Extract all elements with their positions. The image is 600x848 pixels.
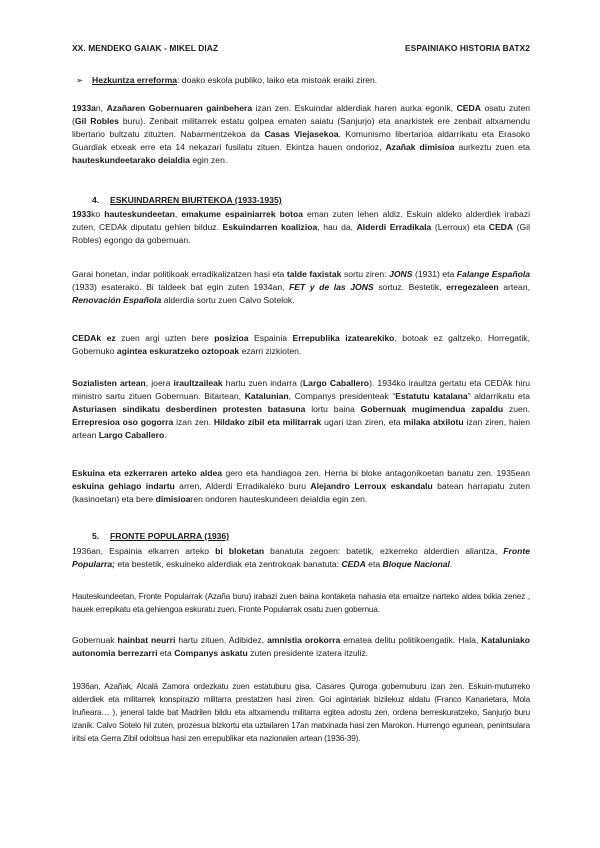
arrow-bullet-icon: ➢ [76,75,84,85]
p1-span-14: egin zen. [189,155,228,165]
p5-span-17: Hildako zibil eta militarrak [213,417,322,427]
p7-span-5: eta bestetik, eskuineko alderdiak eta zentrokoak banatuta: [114,559,342,569]
p7-span-6: CEDA [341,559,366,569]
paragraph-two-blocks [72,467,530,506]
p7-span-3: banatuta zegoen: batetik, ezkerreko alderdien aliantza, [264,546,504,556]
p2-span-10: (Lerroux) eta [431,222,489,232]
p7-span-7: eta [365,559,383,569]
paragraph-azana-decline [72,102,530,167]
p1-span-4: izan zen. Eskuindar alderdiak haren aurka egonik, [252,103,457,113]
p9-span-8: Companys askatu [174,648,248,658]
paragraph-socialists-1934 [72,377,530,442]
p3-span-11: artean, [498,282,530,292]
p6-span-2: gero eta handiagoa zen. Herria bi bloke antagonikoetan banatu zen. 1935ean [222,468,530,478]
p5-span-15: Errepresioa oso gogorra [72,417,174,427]
p3-span-6: Falange Española [456,269,530,279]
p2-span-8: , hau da, [317,222,357,232]
p5-span-5: Largo Caballero [302,378,370,388]
p5-span-16: izan zen. [173,417,214,427]
p2-span-7: Eskuindarren koalizioa [222,222,318,232]
bullet-text: : doako eskola publiko, laiko eta mistoak eraiki ziren. [177,75,378,85]
p6-span-5: Alejandro Lerroux eskandalu [310,481,433,491]
p1-span-7: Gil Robles [74,116,119,126]
p2-span-2: ko [91,209,105,219]
p5-span-9: Estatutu katalana [395,391,468,401]
p1-span-12: aurkeztu zuen eta [454,142,530,152]
section-number: 5. [92,531,100,541]
p2-span-6: eman zuten lehen aldiz. Eskuin aldeko alderdiek irabazi zuten, CEDAk diputatu gehien bilduz. [72,209,530,232]
p3-span-13: alderdia sortu zuen Calvo Sotelok. [161,295,295,305]
p6-span-6: batean harrapatu zuten (kasinoetan) eta bere [72,481,530,504]
p5-span-14: zuen. [503,404,530,414]
header-left: XX. MENDEKO GAIAK - MIKEL DIAZ [72,43,219,53]
p5-span-1: Sozialisten artean [72,378,146,388]
p4-span-1: CEDAk ez [72,333,116,343]
paragraph-fascist-groups [72,268,530,307]
p5-span-18: ugari izan ziren, eta [321,417,404,427]
p9-span-5: ematea delitu politikoengatik. Hala, [340,635,482,645]
p2-span-12: (Gil Robles) egongo da gobernuan. [72,222,530,245]
p4-span-3: posizioa [214,333,249,343]
p9-span-7: eta [157,648,175,658]
p9-span-1: Gobernuak [72,635,118,645]
p2-span-11: CEDA [488,222,514,232]
p3-span-8: FET y de las JONS [289,282,374,292]
p6-span-4: arren, Alderdi Erradikaleko buru [174,481,311,491]
paragraph-election-results [72,590,530,616]
p3-span-12: Renovación Española [72,295,162,305]
p9-span-2: hainbat neurri [117,635,176,645]
p3-span-10: erregezaleen [446,282,499,292]
p4-span-4: Espainia [248,333,293,343]
paragraph-uprising-1936 [72,680,530,745]
p5-span-6: ). 1934ko iraultza gertatu eta CEDAk hiru ministro sartu zituen Gobernuan. Bitartean, [72,378,530,401]
p8-span-1: Hauteskundeetan, Fronte Popularrak (Azaña buru) irabazi zuen baina kontaketa nahasia eta emaitze narteko aldea txikia zenez , hauek errepikatu eta gehiengoa eskuratu zuen. Fronte Popularrak osatu zuen gobernua. [72,592,530,614]
p7-span-9: . [449,559,453,569]
p5-span-2: , joera [145,378,174,388]
p3-span-3: sortu ziren: [341,269,390,279]
p5-span-3: iraultzaileak [173,378,223,388]
section-title: FRONTE POPULARRA (1936) [110,531,230,541]
p1-span-3: Azañaren Gobernuaren gainbehera [106,103,253,113]
p1-span-13: hauteskundeetarako deialdia [72,155,190,165]
p5-span-12: lortu baina [305,404,361,414]
section-heading-5 [92,530,550,543]
bullet-term: Hezkuntza erreforma [92,75,178,85]
p3-span-2: talde faxistak [286,269,342,279]
p3-span-1: Garai honetan, indar politikoak erradikalizatzen hasi eta [72,269,287,279]
p5-span-22: . [164,430,167,440]
paragraph-government-measures [72,634,530,660]
p5-span-8: , Companys presidenteak “ [288,391,396,401]
section-number: 4. [92,195,100,205]
bullet-education-reform [76,74,532,87]
p3-span-9: sortuz. Bestetik, [373,282,447,292]
page-header [72,42,530,54]
paragraph-ceda-position [72,332,530,358]
p5-span-7: Katalunian [244,391,289,401]
p3-span-7: (1933) esaterako. Bi taldeek bat egin zuten 1934an, [72,282,290,292]
p1-span-2: n, [95,103,107,113]
p10-span-1: 1936an, Azañak, Alcalá Zamora ordezkatu zuen estatuburu gisa. Casares Quiroga gobernuburu izan zen. Eskuin-muturreko alderdiek eta militarrek konspirazio militarra prestatzen hasi ziren. Goi agintariak bizilekuz aldatu (Franco Kanarietara, Mola Iruñeara… ), jeneral talde bat Madrilen bildu eta altxamendu militarra egitea adostu zen, ordena berreskuratzeko, Sanjurjo buru izanik. Calvo Sotelo hil zuten, prozesua bizkortu eta uztailaren 17an matxinada hasi zen Marokon. Hurrengo egunean, penintsulara iritsi eta Gerra Zibil odoltsua hasi zen errepublikar eta nazionalen artean (1936-39). [72,682,530,743]
p7-span-4: Fronte Popularra; [72,546,530,569]
p1-span-9: Casas Viejasekoa [264,129,339,139]
p2-span-5: emakume espainiarrek botoa [181,209,304,219]
p6-span-8: ren ondoren hauteskundeen deialdia egin zen. [190,494,368,504]
p3-span-4: JONS [389,269,413,279]
p3-span-5: (1931) eta [412,269,457,279]
p4-span-5: Errepublika izatearekiko [292,333,395,343]
p7-span-2: bi bloketan [215,546,265,556]
section-title: ESKUINDARREN BIURTEKOA (1933-1935) [110,195,282,205]
p4-span-2: zuen argi uzten bere [115,333,215,343]
p6-span-3: eskuina gehiago indartu [72,481,175,491]
p1-span-10: . Komunismo libertarioa aldarrikatu eta Erasoko Guardiak etxeak erre eta 14 nekazari fusilatu zituen. Ekintza hauen ondorioz, [72,129,530,152]
p5-span-19: milaka atxilotu [403,417,464,427]
p7-span-8: Bloque Nacional [382,559,450,569]
p2-span-1: 1933 [72,209,92,219]
paragraph-elections-1933 [72,208,530,247]
p7-span-1: 1936an, Espainia elkarren arteko [72,546,216,556]
p9-span-4: amnistia orokorra [267,635,341,645]
p9-span-6: Kataluniako autonomia berrezarri [72,635,530,658]
p9-span-3: hartu zituen. Adibidez, [175,635,268,645]
p1-span-6: osatu zuten ( [72,103,531,126]
p1-span-11: Azañak dimisioa [385,142,455,152]
p1-span-1: 1933a [72,103,96,113]
p4-span-8: ezarri zizkioten. [239,346,302,356]
paragraph-popular-front [72,545,530,571]
p2-span-3: hauteskundeetan [104,209,175,219]
p6-span-7: dimisioa [155,494,191,504]
p5-span-20: izan ziren, haien artean [72,417,530,440]
p5-span-10: ” aldarrikatu eta [467,391,530,401]
p5-span-4: hartu zuen indarra ( [222,378,303,388]
p1-span-8: buru). Zenbait militarrek estatu golpea ematen saiatu (Sanjurjo) eta anarkistek ere zenbait altxamendu libertario bultzatu zituzten. Nabarmentzekoa da [72,116,530,139]
p5-span-13: Gobernuak mugimendua zapaldu [360,404,504,414]
p1-span-5: CEDA [456,103,481,113]
p2-span-9: Alderdi Erradikala [356,222,432,232]
p4-span-7: agintea eskuratzeko oztopoak [116,346,240,356]
p5-span-21: Largo Caballero [98,430,165,440]
p2-span-4: , [174,209,182,219]
p6-span-1: Eskuina eta ezkerraren arteko aldea [72,468,223,478]
p5-span-11: Asturiasen sindikatu desberdinen protesten batasuna [72,404,306,414]
header-right: ESPAINIAKO HISTORIA BATX2 [404,43,530,53]
section-heading-4 [92,194,550,207]
p4-span-6: , botoak ez galtzeko. Horregatik, Gobernuko [72,333,530,356]
p9-span-9: zuten presidente izatera itzuliz. [247,648,369,658]
